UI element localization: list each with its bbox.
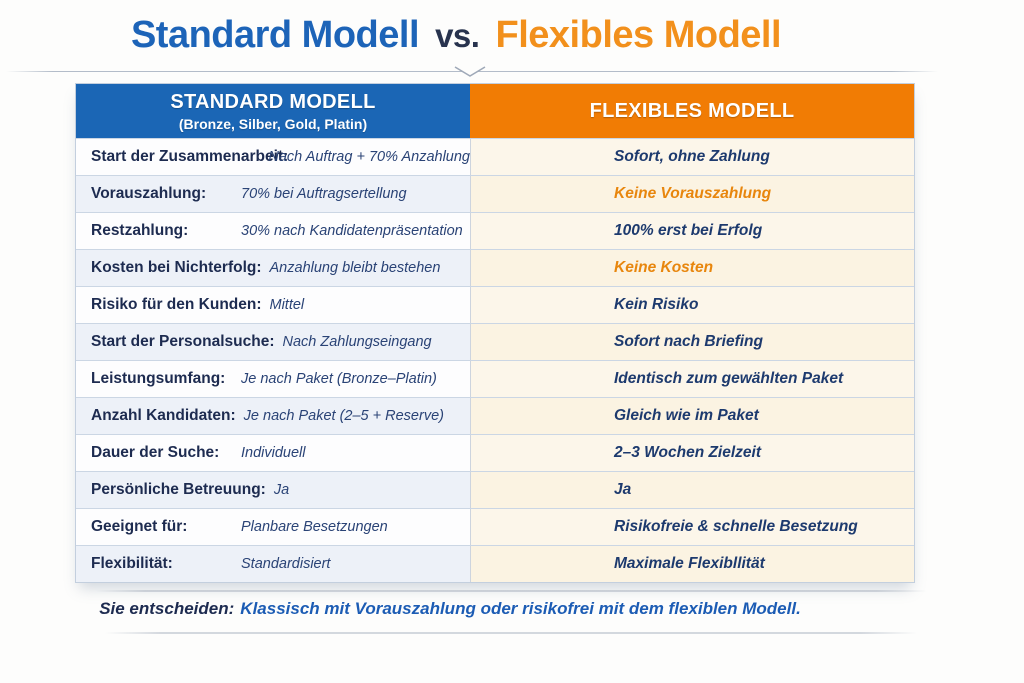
flexible-cell [470,472,914,508]
flexible-value: 100% erst bei Erfolg [614,222,763,239]
title-standard: Standard Modell [130,14,420,56]
header-flexibles-modell [470,84,914,138]
table-row [76,138,914,175]
footer-divider-top [95,590,927,592]
feature-label: Kosten bei Nichterfolg: [91,259,262,276]
standard-value: Je nach Paket (2–5 + Reserve) [243,408,444,424]
comparison-table [75,83,915,583]
footer-message: Klassisch mit Vorauszahlung oder risikofrei mit dem flexiblen Modell. [240,599,801,618]
feature-cell [76,398,470,434]
standard-value: 70% bei Auftragsertellung [241,186,407,202]
standard-value: Standardisiert [241,556,331,572]
feature-label: Start der Zusammenarbeit: [91,148,289,165]
table-row [76,249,914,286]
flexible-value: Maximale Flexibllität [614,555,765,572]
flexible-value: Sofort nach Briefing [614,333,763,350]
footer-divider-bottom [105,632,917,634]
flexible-cell [470,324,914,360]
chevron-down-icon [454,66,486,79]
standard-value: Mittel [269,297,305,313]
footer-prefix: Sie entscheiden: [99,599,235,618]
standard-value: Nach Zahlungseingang [282,334,432,350]
standard-value: Ja [273,482,290,498]
feature-label: Anzahl Kandidaten: [91,407,236,424]
table-row [76,323,914,360]
flexible-cell [470,546,914,582]
flexible-value: Keine Vorauszahlung [614,185,772,202]
feature-cell [76,139,470,175]
header-standard-modell [76,84,470,138]
table-row [76,286,914,323]
feature-label: Start der Personalsuche: [91,333,275,350]
feature-label: Risiko für den Kunden: [91,296,262,313]
table-row [76,175,914,212]
flexible-value: Ja [614,481,632,498]
flexible-cell [470,176,914,212]
standard-value: 30% nach Kandidatenpräsentation [241,223,463,239]
feature-label: Flexibilität: [91,555,173,572]
flexible-cell [470,361,914,397]
standard-value: Anzahlung bleibt bestehen [269,260,441,276]
standard-value: Je nach Paket (Bronze–Platin) [241,371,437,387]
standard-value: Planbare Besetzungen [241,519,388,535]
feature-cell [76,250,470,286]
flexible-cell [470,398,914,434]
feature-cell [76,213,470,249]
table-row [76,545,914,582]
feature-cell [76,435,470,471]
feature-cell [76,472,470,508]
flexible-cell [470,213,914,249]
title-vs: vs. [435,17,480,54]
feature-label: Vorauszahlung: [91,185,207,202]
feature-label: Dauer der Suche: [91,444,220,461]
footer-note [0,599,900,619]
table-row [76,471,914,508]
title-flexibles: Flexibles Modell [495,14,782,56]
feature-cell [76,509,470,545]
flexible-cell [470,287,914,323]
flexible-value: Identisch zum gewählten Paket [614,370,844,387]
flexible-value: Kein Risiko [614,296,699,313]
flexible-value: Gleich wie im Paket [614,407,759,424]
page-title [0,14,912,57]
header-standard-subtitle: (Bronze, Silber, Gold, Platin) [178,115,368,132]
flexible-cell [470,435,914,471]
flexible-value: Sofort, ohne Zahlung [614,148,770,165]
feature-cell [76,546,470,582]
feature-cell [76,324,470,360]
flexible-cell [470,139,914,175]
feature-label: Leistungsumfang: [91,370,226,387]
header-standard-title: STANDARD MODELL [170,90,376,113]
feature-cell [76,287,470,323]
flexible-value: Risikofreie & schnelle Besetzung [614,518,858,535]
table-row [76,397,914,434]
table-row [76,360,914,397]
flexible-value: Keine Kosten [614,259,714,276]
table-row [76,212,914,249]
flexible-cell [470,250,914,286]
feature-label: Geeignet für: [91,518,188,535]
standard-value: Nach Auftrag + 70% Anzahlung [268,149,470,165]
standard-value: Individuell [241,445,306,461]
flexible-value: 2–3 Wochen Zielzeit [614,444,762,461]
feature-cell [76,361,470,397]
table-row [76,434,914,471]
flexible-cell [470,509,914,545]
feature-label: Restzahlung: [91,222,189,239]
table-header [76,84,914,138]
feature-label: Persönliche Betreuung: [91,481,266,498]
header-flexibles-title: FLEXIBLES MODELL [589,99,795,122]
feature-cell [76,176,470,212]
table-row [76,508,914,545]
